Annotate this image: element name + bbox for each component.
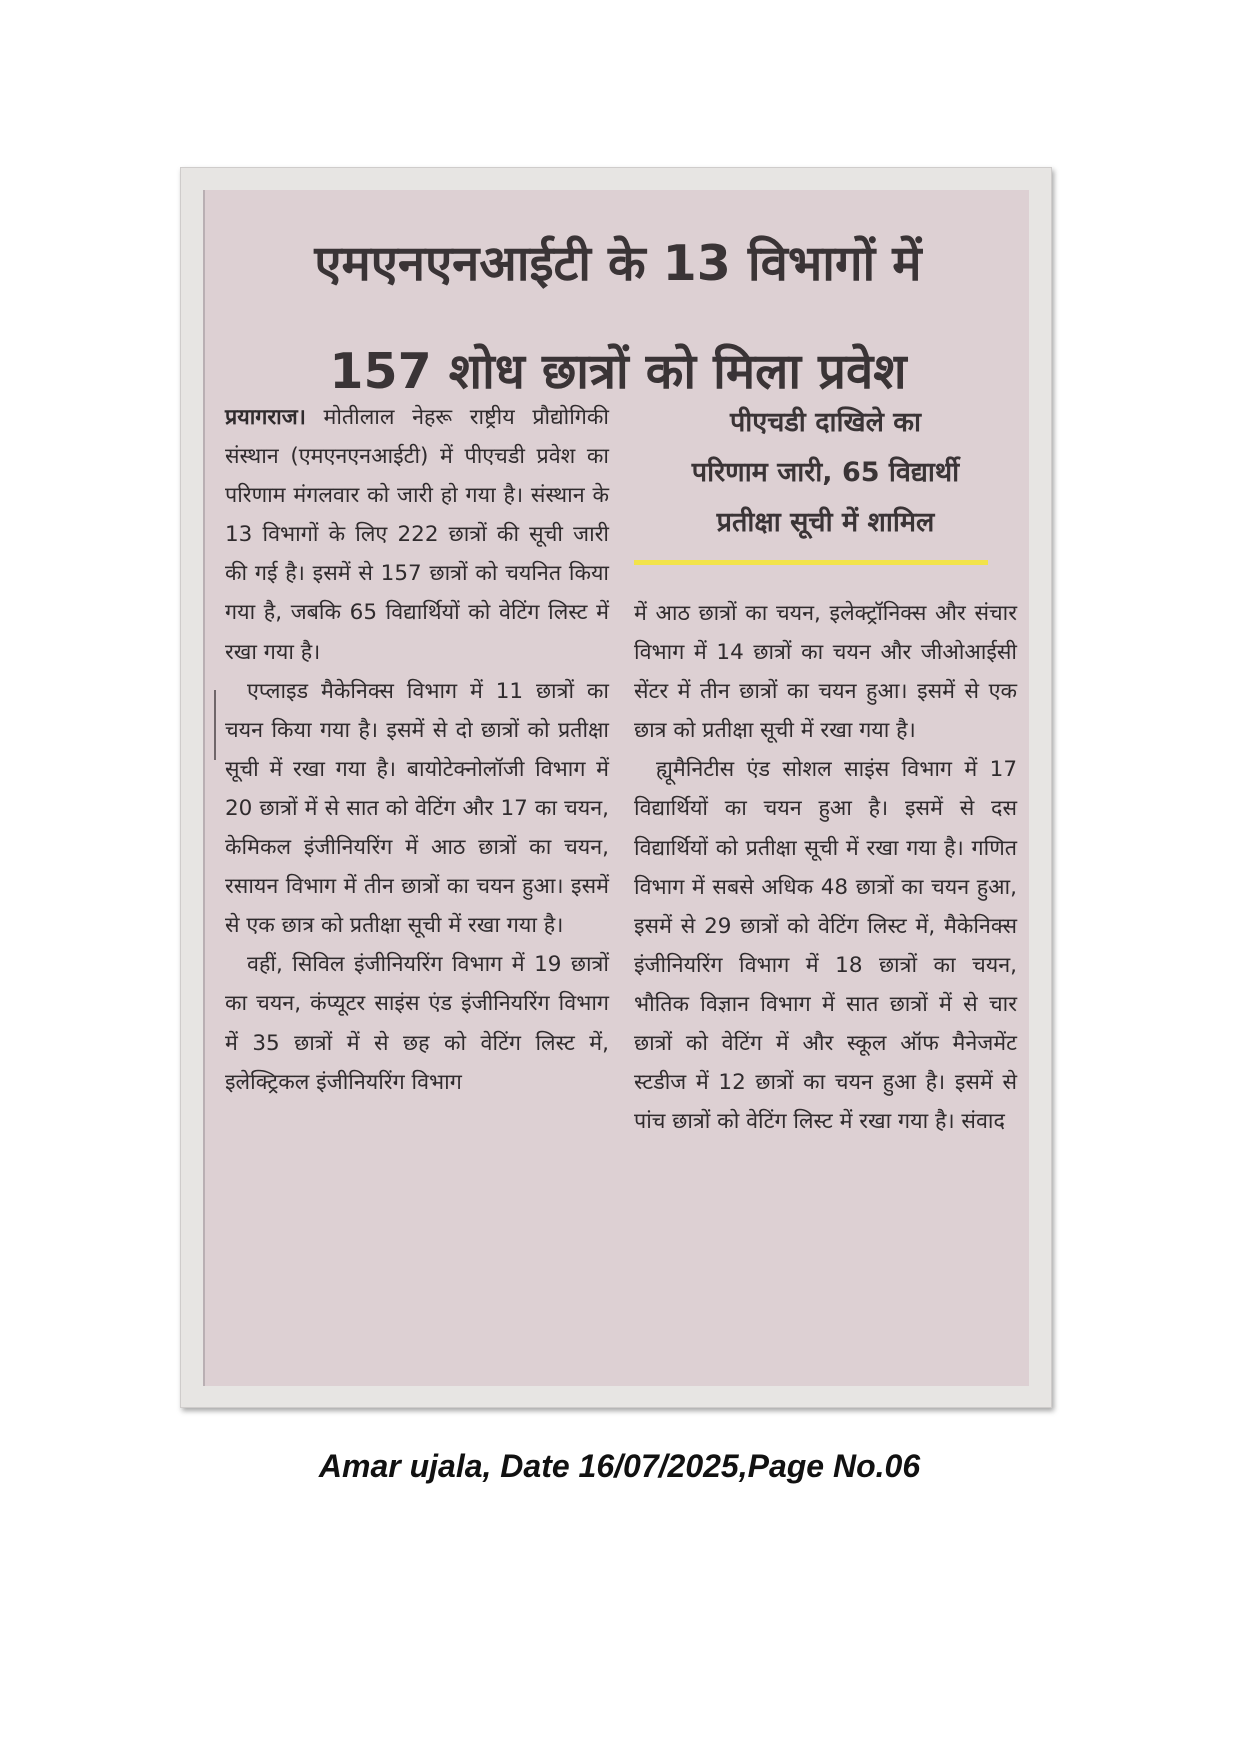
article-paragraph-1 [225, 398, 609, 672]
newspaper-clipping [203, 190, 1029, 1386]
article-paragraph-4: ह्यूमैनिटीस एंड सोशल साइंस विभाग में 17 विद्यार्थियों का चयन हुआ है। इसमें से दस विद्यार्थियों को प्रतीक्षा सूची में रखा गया है। गणित विभाग में सबसे अधिक 48 छात्रों का चयन हुआ, इसमें से 29 छात्रों को वेटिंग लिस्ट में, मैकेनिक्स इंजीनियरिंग विभाग में 18 छात्रों का चयन, भौतिक विज्ञान विभाग में सात छात्रों में से चार छात्रों को वेटिंग में और स्कूल ऑफ मैनेजमेंट स्टडीज में 12 छात्रों का चयन हुआ है। इसमें से पांच छात्रों को वेटिंग लिस्ट में रखा गया है। संवाद [634, 757, 1017, 1135]
source-caption: Amar ujala, Date 16/07/2025,Page No.06 [318, 1448, 921, 1484]
article-paragraph-3-continued: में आठ छात्रों का चयन, इलेक्ट्रॉनिक्स और संचार विभाग में 14 छात्रों का चयन और जीओआईसी सेंटर में तीन छात्रों का चयन हुआ। इसमें से एक छात्र को प्रतीक्षा सूची में रखा गया है। [634, 601, 1017, 744]
column-rule [214, 690, 216, 760]
subheadline-line-2: परिणाम जारी, 65 विद्यार्थी [691, 457, 960, 488]
subheadline-line-3: प्रतीक्षा सूची में शामिल [716, 507, 935, 538]
subheadline [634, 398, 1017, 548]
article-column-right [634, 594, 1017, 1141]
article-paragraph-2: एप्लाइड मैकेनिक्स विभाग में 11 छात्रों का चयन किया गया है। इसमें से दो छात्रों को प्रतीक्षा सूची में रखा गया है। बायोटेक्नोलॉजी विभाग में 20 छात्रों में से सात को वेटिंग और 17 का चयन, केमिकल इंजीनियरिंग में आठ छात्रों का चयन, रसायन विभाग में तीन छात्रों का चयन हुआ। इसमें से एक छात्र को प्रतीक्षा सूची में रखा गया है। [225, 678, 609, 939]
subheadline-line-1: पीएचडी दाखिले का [729, 407, 922, 438]
article-paragraph-3: वहीं, सिविल इंजीनियरिंग विभाग में 19 छात्रों का चयन, कंप्यूटर साइंस एंड इंजीनियरिंग विभाग में 35 छात्रों में से छह को वेटिंग लिस्ट में, इलेक्ट्रिकल इंजीनियरिंग विभाग [225, 952, 609, 1095]
headline [205, 210, 1029, 426]
headline-line-2: 157 शोध छात्रों को मिला प्रवेश [329, 343, 907, 400]
subheadline-highlight-rule [634, 560, 988, 565]
article-column-left [225, 398, 609, 1102]
dateline: प्रयागराज। [225, 405, 306, 430]
newspaper-clipping-frame [180, 167, 1052, 1408]
headline-line-1: एमएनएनआईटी के 13 विभागों में [314, 235, 922, 292]
paragraph-text: मोतीलाल नेहरू राष्ट्रीय प्रौद्योगिकी संस्थान (एमएनएनआईटी) में पीएचडी प्रवेश का परिणाम मंगलवार को जारी हो गया है। संस्थान के 13 विभागों के लिए 222 छात्रों की सूची जारी की गई है। इसमें से 157 छात्रों को चयनित किया गया है, जबकि 65 विद्यार्थियों को वेटिंग लिस्ट में रखा गया है। [225, 405, 609, 665]
